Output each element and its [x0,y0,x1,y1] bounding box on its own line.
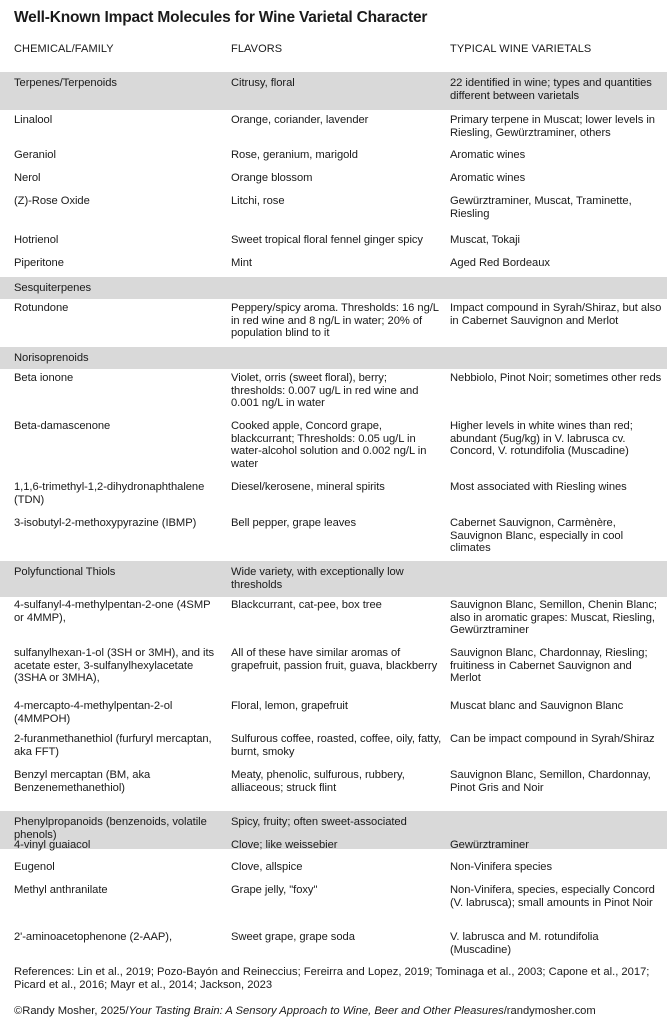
section-row [0,277,667,299]
varietals-cell: Sauvignon Blanc, Semillon, Chardonnay, Pinot Gris and Noir [450,769,651,794]
header-varietals: TYPICAL WINE VARIETALS [450,43,592,55]
flavors-cell: Sweet tropical floral fennel ginger spicy [231,234,423,246]
header-chemical: CHEMICAL/FAMILY [14,43,114,55]
varietals-cell: Impact compound in Syrah/Shiraz, but also in Cabernet Sauvignon and Merlot [450,302,662,327]
table-row [0,859,667,882]
section-row [0,347,667,369]
flavors-cell: Spicy, fruity; often sweet-associated [231,816,407,828]
table-row [0,479,667,515]
table-row [0,882,667,929]
section-row [0,561,667,597]
varietals-cell: Non-Vinifera, species, especially Concord (V. labrusca); small amounts in Pinot Noir [450,884,655,909]
credit-line [14,1005,596,1017]
varietals-cell: Gewürztraminer, Muscat, Traminette, Riesling [450,195,632,220]
chemical-cell: 4-vinyl guaiacol [14,839,91,851]
chemical-cell: Linalool [14,114,53,126]
varietals-cell: Non-Vinifera species [450,861,553,873]
chemical-cell: Methyl anthranilate [14,884,108,896]
flavors-cell: Floral, lemon, grapefruit [231,700,348,712]
varietals-cell: Higher levels in white wines than red; abundant (5ug/kg) in V. labrusca cv. Concord, V. rotundifolia (Muscadine) [450,420,633,458]
flavors-cell: Cooked apple, Concord grape, blackcurrant; Thresholds: 0.05 ug/L in water-alcohol solution and 0.002 ng/L in water [231,420,427,470]
chemical-cell: 3-isobutyl-2-methoxypyrazine (IBMP) [14,517,197,529]
section-row [0,72,667,110]
flavors-cell: Litchi, rose [231,195,285,207]
chemical-cell: 4-sulfanyl-4-methylpentan-2-one (4SMP or 4MMP), [14,599,211,624]
chemical-cell: Polyfunctional Thiols [14,566,116,578]
flavors-cell: Diesel/kerosene, mineral spirits [231,481,385,493]
varietals-cell: Can be impact compound in Syrah/Shiraz [450,733,655,745]
page-title: Well-Known Impact Molecules for Wine Varietal Character [14,9,428,26]
flavors-cell: Sweet grape, grape soda [231,931,355,943]
flavors-cell: Grape jelly, "foxy" [231,884,318,896]
table-row [0,370,667,418]
table-row [0,645,667,701]
varietals-cell: Aged Red Bordeaux [450,257,550,269]
varietals-cell: Most associated with Riesling wines [450,481,627,493]
flavors-cell: Rose, geranium, marigold [231,149,358,161]
varietals-cell: Primary terpene in Muscat; lower levels in Riesling, Gewürztraminer, others [450,114,655,139]
table-row [0,929,667,964]
flavors-cell: Bell pepper, grape leaves [231,517,357,529]
credit-book-title: Your Tasting Brain: A Sensory Approach to Wine, Beer and Other Pleasures [128,1005,504,1017]
varietals-cell: Sauvignon Blanc, Chardonnay, Riesling; fruitiness in Cabernet Sauvignon and Merlot [450,647,648,685]
varietals-cell: Aromatic wines [450,149,526,161]
chemical-cell: 4-mercapto-4-methylpentan-2-ol (4MMPOH) [14,700,173,725]
chemical-cell: Rotundone [14,302,69,314]
flavors-cell: Peppery/spicy aroma. Thresholds: 16 ng/L in red wine and 8 ng/L in water; 20% of population blind to it [231,302,439,340]
table-row [0,300,667,347]
varietals-cell: Nebbiolo, Pinot Noir; sometimes other reds [450,372,662,384]
chemical-cell: Hotrienol [14,234,59,246]
table-header [0,43,667,59]
chemical-cell: sulfanylhexan-1-ol (3SH or 3MH), and its acetate ester, 3-sulfanylhexylacetate (3SHA or 3MHA), [14,647,215,685]
credit-suffix: /randymosher.com [503,1005,596,1017]
flavors-cell: Wide variety, with exceptionally low thresholds [231,566,404,591]
chemical-cell: Terpenes/Terpenoids [14,77,117,89]
varietals-cell: Cabernet Sauvignon, Carmènère, Sauvignon Blanc, especially in cool climates [450,517,624,555]
flavors-cell: Clove; like weissebier [231,839,338,851]
varietals-cell: Aromatic wines [450,172,526,184]
header-flavors: FLAVORS [231,43,283,55]
flavors-cell: Sulfurous coffee, roasted, coffee, oily, fatty, burnt, smoky [231,733,442,758]
table-row [0,597,667,645]
varietals-cell: Muscat, Tokaji [450,234,520,246]
flavors-cell: Mint [231,257,252,269]
flavors-cell: Clove, allspice [231,861,303,873]
chemical-cell: Benzyl mercaptan (BM, aka Benzenemethanethiol) [14,769,151,794]
table-row [0,232,667,255]
chemical-cell: Phenylpropanoids (benzenoids, volatile phenols) [14,816,207,841]
table-row [0,147,667,170]
flavors-cell: Meaty, phenolic, sulfurous, rubbery, alliaceous; struck flint [231,769,405,794]
varietals-cell: Muscat blanc and Sauvignon Blanc [450,700,624,712]
credit-prefix: ©Randy Mosher, 2025/ [14,1005,129,1017]
table-row [0,418,667,488]
chemical-cell: Geraniol [14,149,56,161]
varietals-cell: Gewürztraminer [450,839,529,851]
table-row [0,170,667,193]
table-row [0,515,667,561]
chemical-cell: Piperitone [14,257,64,269]
chemical-cell: Beta-damascenone [14,420,111,432]
chemical-cell: 1,1,6-trimethyl-1,2-dihydronaphthalene (TDN) [14,481,205,506]
chemical-cell: Norisoprenoids [14,352,89,364]
chemical-cell: (Z)-Rose Oxide [14,195,90,207]
varietals-cell: Sauvignon Blanc, Semillon, Chenin Blanc; also in aromatic grapes: Muscat, Riesling, Gewürztraminer [450,599,657,637]
table-row [0,767,667,811]
flavors-cell: Blackcurrant, cat-pee, box tree [231,599,382,611]
table-row [0,837,667,859]
flavors-cell: Violet, orris (sweet floral), berry; thresholds: 0.007 ug/L in red wine and 0.001 ng/L in water [231,372,419,410]
varietals-cell: 22 identified in wine; types and quantities different between varietals [450,77,652,102]
chemical-cell: Nerol [14,172,41,184]
flavors-cell: Citrusy, floral [231,77,295,89]
table-row [0,698,667,731]
chemical-cell: 2-furanmethanethiol (furfuryl mercaptan, aka FFT) [14,733,212,758]
flavors-cell: All of these have similar aromas of grapefruit, passion fruit, guava, blackberry [231,647,438,672]
flavors-cell: Orange, coriander, lavender [231,114,369,126]
chemical-cell: Sesquiterpenes [14,282,92,294]
chemical-cell: Beta ionone [14,372,74,384]
flavors-cell: Orange blossom [231,172,313,184]
varietals-cell: V. labrusca and M. rotundifolia (Muscadine) [450,931,599,956]
table-row [0,193,667,232]
table-row [0,255,667,278]
table-row [0,112,667,144]
chemical-cell: 2'-aminoacetophenone (2-AAP), [14,931,173,943]
references: References: Lin et al., 2019; Pozo-Bayón and Reineccius; Fereirra and Lopez, 2019; Tominaga et al., 2003; Capone et al., 2017; Picard et al., 2016; Mayr et al., 2014; Jackson, 2023 [14,966,650,991]
chemical-cell: Eugenol [14,861,55,873]
